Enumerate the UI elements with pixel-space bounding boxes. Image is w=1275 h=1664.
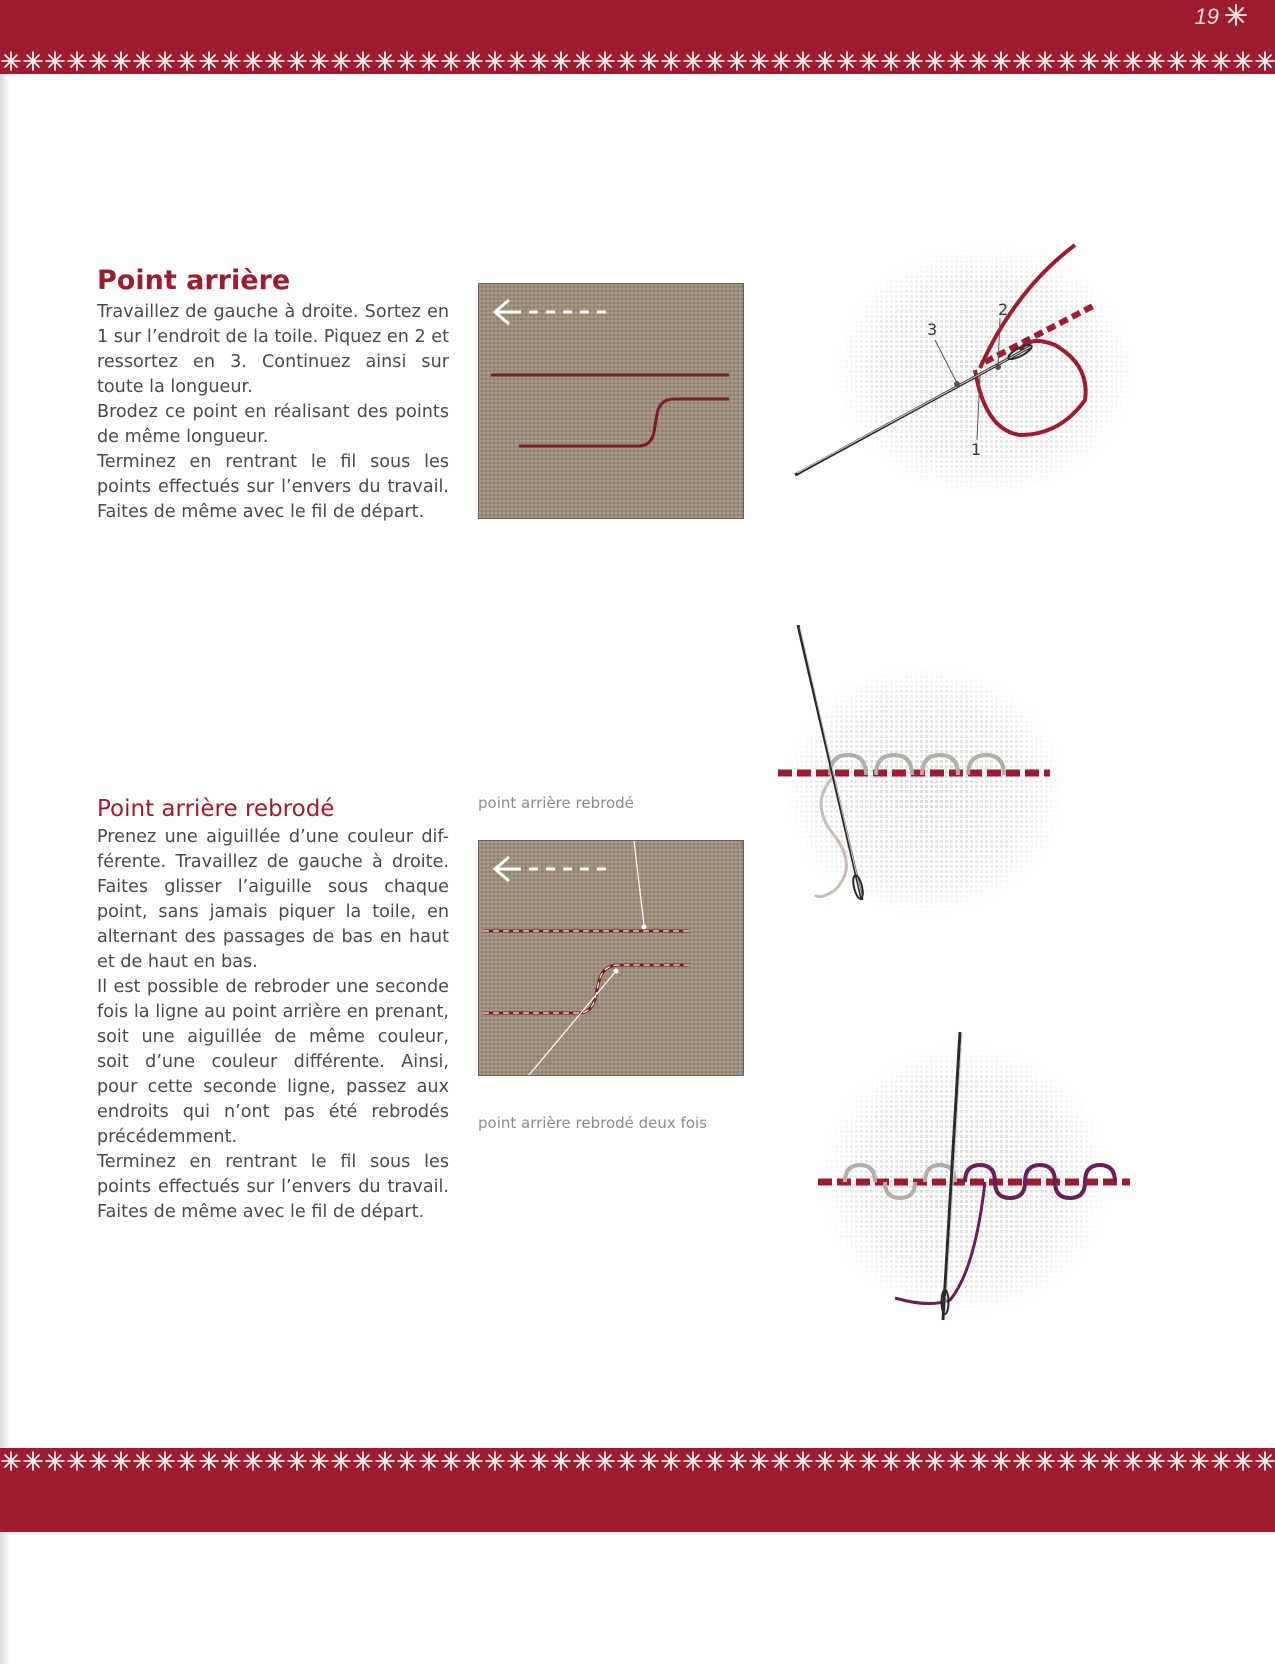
- paragraph: Terminez en rentrant le fil sous les points effectués sur l’envers du travail. Faites de même avec le fil de départ.: [97, 1152, 449, 1222]
- page-number: 19: [1194, 4, 1219, 29]
- needle-illustration-rebrode-deux-fois: [800, 1030, 1140, 1330]
- caption-rebrode: point arrière rebrodé: [478, 794, 634, 812]
- section-body-point-arriere-rebrode: [97, 825, 449, 1225]
- linen-swatch-point-arriere: [478, 283, 744, 519]
- header-cross-stitch-border: [0, 48, 1275, 74]
- paragraph: Terminez en rentrant le fil sous les points effectués sur l’envers du travail. Faites de même avec le fil de départ.: [97, 452, 449, 522]
- footer-cross-stitch-border: [0, 1448, 1275, 1474]
- caption-rebrode-deux-fois: point arrière rebrodé deux fois: [478, 1114, 707, 1132]
- page-binding-shadow: [0, 0, 10, 1664]
- footer-band: [0, 1474, 1275, 1532]
- section-title-point-arriere: Point arrière: [97, 265, 291, 296]
- asterisk-snowflake-icon: [1223, 2, 1249, 28]
- linen-swatch-point-arriere-rebrode: [478, 840, 744, 1076]
- stitch-label-2: 2: [998, 300, 1009, 319]
- section-title-point-arriere-rebrode: Point arrière rebrodé: [97, 796, 335, 822]
- section-body-point-arriere: [97, 300, 449, 525]
- needle-illustration-rebrode: [760, 625, 1080, 935]
- paragraph: Prenez une aiguillée d’une couleur dif-férente. Travaillez de gauche à droite. Faites glisser l’aiguille sous chaque point, sans jamais piquer la toile, en alternant des passages de bas en haut et de haut en bas.: [97, 827, 449, 972]
- paragraph: Travaillez de gauche à droite. Sortez en 1 sur l’endroit de la toile. Piquez en 2 et ressortez en 3. Continuez ainsi sur toute la longueur.: [97, 302, 449, 397]
- stitch-label-1: 1: [971, 440, 982, 459]
- stitch-label-3: 3: [927, 320, 938, 339]
- header-band: [0, 0, 1275, 48]
- paragraph: Il est possible de rebroder une seconde fois la ligne au point arrière en prenant, soit une aiguillée de même couleur, soit d’une couleur différente. Ainsi, pour cette seconde ligne, passez aux endroits qui n’ont pas été rebrodés précédemment.: [97, 977, 449, 1147]
- paragraph: Brodez ce point en réalisant des points de même longueur.: [97, 402, 449, 447]
- needle-illustration-point-arriere: [785, 230, 1185, 520]
